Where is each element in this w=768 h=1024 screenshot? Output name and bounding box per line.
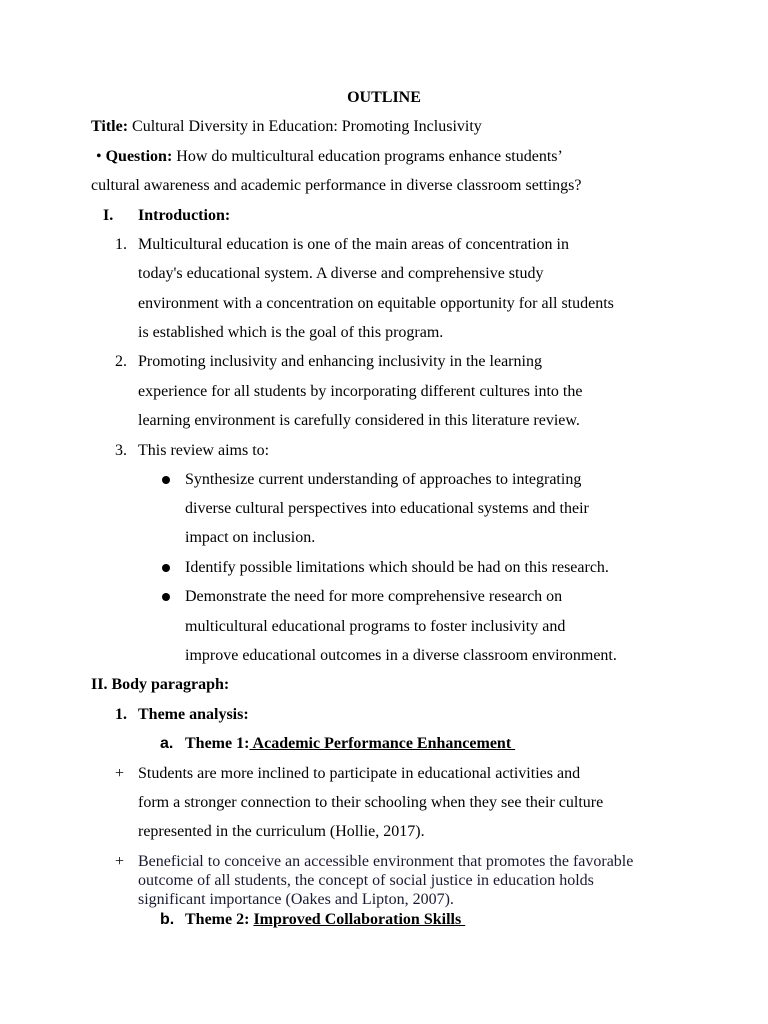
aim-bullet-1-line: Synthesize current understanding of approaches to integrating bbox=[185, 471, 582, 488]
bullet-dot-icon bbox=[162, 593, 170, 601]
intro-item-3-line: This review aims to: bbox=[138, 442, 270, 459]
intro-item-1-number: 1. bbox=[115, 236, 127, 253]
section-2-heading: II. Body paragraph: bbox=[91, 676, 230, 693]
plus-1-line: form a stronger connection to their schooling when they see their culture bbox=[138, 794, 604, 811]
bullet-dot-icon bbox=[162, 476, 170, 484]
title-line bbox=[91, 117, 482, 137]
intro-item-1-line: is established which is the goal of this program. bbox=[138, 324, 444, 341]
question-bullet: • bbox=[96, 148, 102, 165]
theme-1-label: Theme 1: bbox=[185, 735, 250, 752]
aim-bullet-2-line: Identify possible limitations which should be had on this research. bbox=[185, 559, 609, 576]
question-line bbox=[96, 147, 563, 167]
section-1-numeral: I. bbox=[103, 207, 114, 224]
intro-item-2-line: learning environment is carefully considered in this literature review. bbox=[138, 412, 580, 429]
question-text-line2: cultural awareness and academic performance in diverse classroom settings? bbox=[91, 177, 582, 194]
question-text-line1: How do multicultural education programs enhance students’ bbox=[176, 148, 563, 165]
theme-2-line bbox=[185, 910, 465, 930]
theme-1-line bbox=[185, 734, 515, 754]
intro-item-2-line: Promoting inclusivity and enhancing inclusivity in the learning bbox=[138, 353, 542, 370]
theme-2-label: Theme 2: bbox=[185, 911, 250, 928]
title-label: Title: bbox=[91, 118, 129, 135]
aim-bullet-3-line: multicultural educational programs to foster inclusivity and bbox=[185, 618, 566, 635]
body-item-1-heading: Theme analysis: bbox=[138, 706, 249, 723]
intro-item-1-line: today's educational system. A diverse and comprehensive study bbox=[138, 265, 544, 282]
aim-bullet-3-line: Demonstrate the need for more comprehensive research on bbox=[185, 588, 563, 605]
theme-1-marker: a. bbox=[160, 735, 174, 752]
plus-2-paragraph: Beneficial to conceive an accessible environment that promotes the favorable outcome of all students, the concept of social justice in education holds significant importance (Oakes and Lipton, 2007). bbox=[138, 853, 634, 908]
intro-item-2-line: experience for all students by incorporating different cultures into the bbox=[138, 383, 583, 400]
plus-1-line: represented in the curriculum (Hollie, 2017). bbox=[138, 823, 425, 840]
outline-heading: OUTLINE bbox=[347, 89, 421, 106]
plus-marker-1: + bbox=[115, 765, 125, 782]
body-item-1-number: 1. bbox=[115, 706, 127, 723]
plus-marker-2: + bbox=[115, 853, 125, 870]
theme-1-name: Academic Performance Enhancement bbox=[249, 735, 516, 752]
intro-item-1-line: environment with a concentration on equitable opportunity for all students bbox=[138, 295, 614, 312]
aim-bullet-3-line: improve educational outcomes in a diverse classroom environment. bbox=[185, 647, 617, 664]
title-text: Cultural Diversity in Education: Promoting Inclusivity bbox=[132, 118, 482, 135]
aim-bullet-1-line: diverse cultural perspectives into educational systems and their bbox=[185, 500, 589, 517]
intro-item-2-number: 2. bbox=[115, 353, 127, 370]
question-label: Question: bbox=[105, 148, 173, 165]
intro-item-3-number: 3. bbox=[115, 442, 127, 459]
bullet-dot-icon bbox=[162, 564, 170, 572]
intro-item-1-line: Multicultural education is one of the main areas of concentration in bbox=[138, 236, 569, 253]
plus-1-line: Students are more inclined to participate in educational activities and bbox=[138, 765, 581, 782]
section-1-heading: Introduction: bbox=[138, 207, 231, 224]
theme-2-marker: b. bbox=[160, 911, 175, 928]
theme-2-name: Improved Collaboration Skills bbox=[253, 911, 466, 928]
aim-bullet-1-line: impact on inclusion. bbox=[185, 529, 316, 546]
